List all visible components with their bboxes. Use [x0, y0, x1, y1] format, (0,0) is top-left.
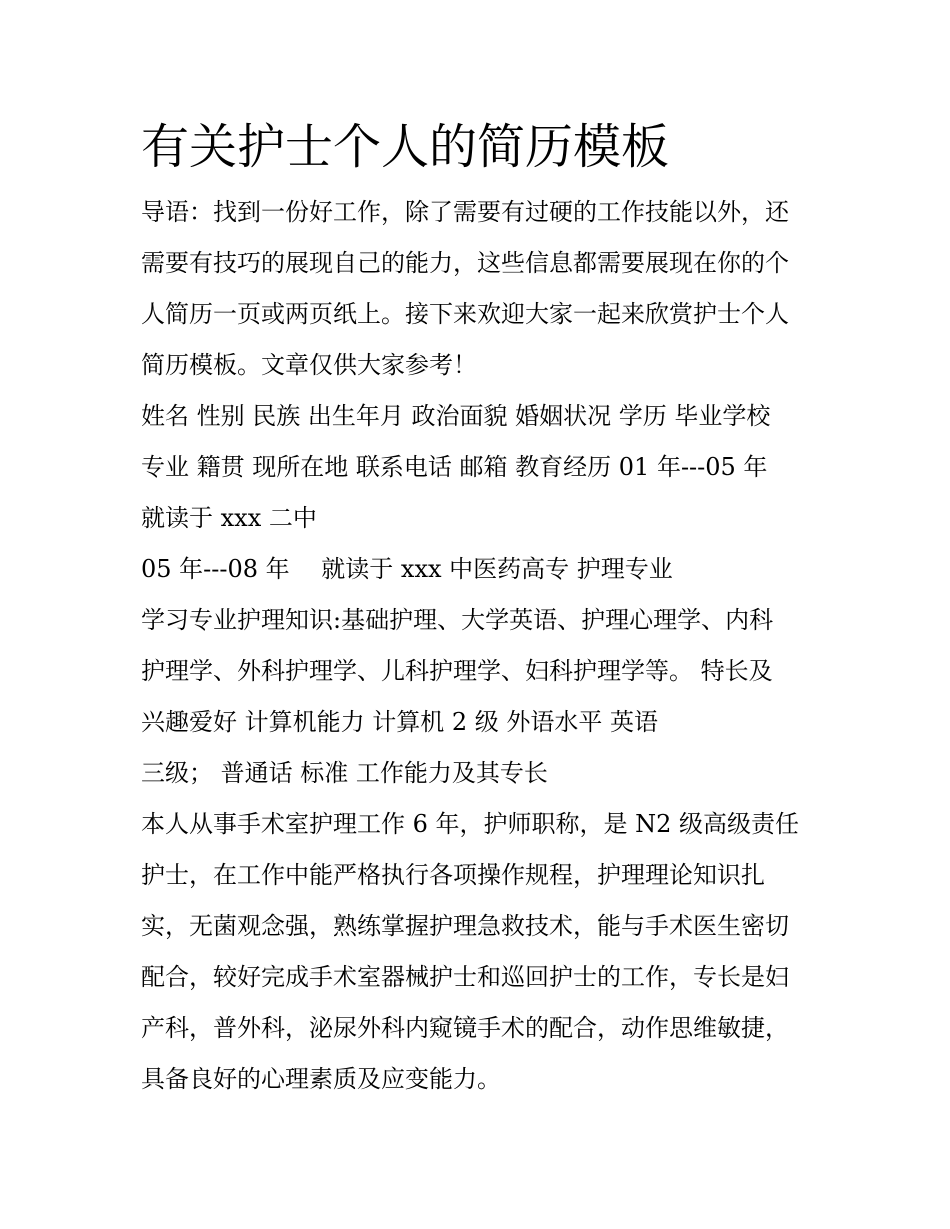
- intro-line-2: 需要有技巧的展现自己的能力，这些信息都需要展现在你的个: [141, 249, 789, 277]
- skills-line-1: 兴趣爱好 计算机能力 计算机 2 级 外语水平 英语: [141, 708, 659, 736]
- intro-line-3: 人简历一页或两页纸上。接下来欢迎大家一起来欣赏护士个人: [141, 300, 789, 328]
- intro-line-4: 简历模板。文章仅供大家参考！: [141, 351, 477, 379]
- skills-line-2: 三级； 普通话 标准 工作能力及其专长: [141, 759, 548, 787]
- experience-line-5: 产科，普外科，泌尿外科内窥镜手术的配合，动作思维敏捷，: [141, 1014, 789, 1042]
- profile-fields-line-2: 专业 籍贯 现所在地 联系电话 邮箱 教育经历 01 年---05 年: [141, 453, 768, 481]
- education-line-2: 05 年---08 年 就读于 xxx 中医药高专 护理专业: [141, 555, 673, 583]
- courses-line-2: 护理学、外科护理学、儿科护理学、妇科护理学等。 特长及: [141, 657, 773, 685]
- profile-fields-line-1: 姓名 性别 民族 出生年月 政治面貌 婚姻状况 学历 毕业学校: [141, 402, 771, 430]
- experience-line-6: 具备良好的心理素质及应变能力。: [141, 1065, 501, 1093]
- experience-line-4: 配合，较好完成手术室器械护士和巡回护士的工作，专长是妇: [141, 963, 789, 991]
- document-title: 有关护士个人的简历模板: [141, 119, 670, 175]
- courses-line-1: 学习专业护理知识:基础护理、大学英语、护理心理学、内科: [141, 606, 774, 634]
- document-page: [141, 113, 821, 1105]
- experience-line-2: 护士，在工作中能严格执行各项操作规程，护理理论知识扎: [141, 861, 765, 889]
- education-line-1: 就读于 xxx 二中: [141, 504, 317, 532]
- intro-line-1: 导语：找到一份好工作，除了需要有过硬的工作技能以外，还: [141, 198, 789, 226]
- experience-line-1: 本人从事手术室护理工作 6 年，护师职称，是 N2 级高级责任: [141, 810, 800, 838]
- experience-line-3: 实，无菌观念强，熟练掌握护理急救技术，能与手术医生密切: [141, 912, 789, 940]
